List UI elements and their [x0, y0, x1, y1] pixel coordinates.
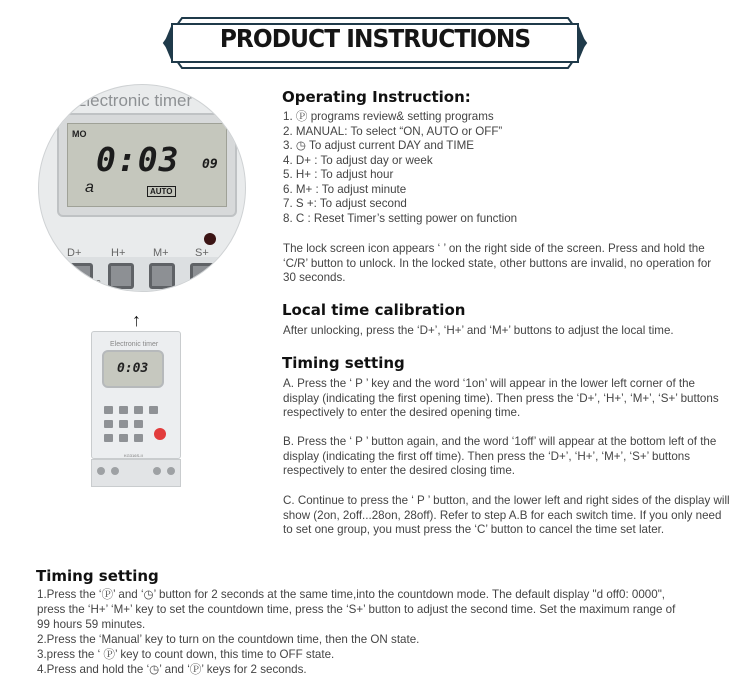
terminal-screw	[167, 467, 175, 475]
operating-heading: Operating Instruction:	[282, 88, 471, 106]
key-label-s: S+	[195, 247, 209, 259]
key-h-plus	[108, 263, 134, 289]
device-key	[149, 406, 158, 414]
key-label-c: C	[95, 279, 101, 288]
lock-paragraph: The lock screen icon appears ‘ ’ on the right side of the screen. Press and hold the ‘C/R’ button to unlock. In the locked state, other buttons are invalid, no operation for 30 seconds.	[283, 242, 712, 285]
list-item: 5. H+ : To adjust hour	[283, 168, 394, 181]
list-item: 7. S +: To adjust second	[283, 197, 407, 210]
list-item: 2. MANUAL: To select “ON, AUTO or OFF”	[283, 124, 503, 138]
list-item: 4. D+ : To adjust day or week	[283, 153, 433, 167]
timing-paragraph-a: A. Press the ‘ P ’ key and the word ‘1on’ will appear in the lower left corner of the display (indicating the first opening time). Then press the ‘D+’, ‘H+’, ‘M+’, ‘S+’ buttons respectively to enter the desired opening time.	[283, 377, 719, 420]
terminal-screw	[97, 467, 105, 475]
lcd-program: a	[85, 179, 94, 196]
list-item: 3. ◷ To adjust current DAY and TIME	[283, 139, 474, 152]
countdown-line: 1.Press the ‘Ⓟ’ and ‘◷’ button for 2 seconds at the same time,into the countdown mode. The default display "d off0: 0000",	[37, 588, 666, 601]
key-label-h: H+	[111, 247, 126, 259]
indicator-light	[204, 233, 216, 245]
device-red-button	[154, 428, 166, 440]
device-key	[134, 434, 143, 442]
device-full-image	[91, 331, 181, 491]
zoom-lcd-frame	[57, 113, 237, 217]
key-label-m: M+	[153, 247, 169, 259]
list-item: 8. C : Reset Timer’s setting power on function	[283, 211, 518, 225]
lcd-seconds: 09	[202, 157, 218, 172]
countdown-heading: Timing setting	[36, 567, 159, 585]
device-key	[119, 420, 128, 428]
device-lcd-time: 0:03	[117, 361, 149, 376]
device-key	[119, 434, 128, 442]
device-key	[104, 406, 113, 414]
key-d-plus	[67, 263, 93, 289]
countdown-instructions	[37, 587, 742, 677]
device-key	[134, 406, 143, 414]
arrow-up-icon: ↑	[132, 310, 141, 330]
list-item: 6. M+ : To adjust minute	[283, 182, 407, 196]
countdown-line: press the ‘H+’ ‘M+’ key to set the countdown time, press the ‘S+’ button to adjust the second time. Set the maximum range of	[37, 603, 676, 616]
device-body	[91, 331, 181, 459]
zoom-lcd-screen	[67, 123, 227, 207]
timing-heading: Timing setting	[282, 354, 405, 372]
banner-title: PRODUCT INSTRUCTIONS	[219, 24, 531, 53]
device-lcd	[102, 350, 164, 388]
device-brand-label: Electronic timer	[110, 341, 159, 348]
calibration-paragraph: After unlocking, press the ‘D+’, ‘H+’ and ‘M+’ buttons to adjust the local time.	[283, 324, 674, 337]
key-label-d: D+	[67, 247, 82, 259]
operating-list	[283, 110, 517, 226]
terminal-screw	[111, 467, 119, 475]
lcd-auto-badge: AUTO	[147, 186, 176, 197]
device-key	[104, 420, 113, 428]
countdown-line: 2.Press the ‘Manual’ key to turn on the countdown time, then the ON state.	[37, 633, 420, 646]
zoom-brand-label: Electronic timer	[75, 91, 193, 110]
countdown-line: 99 hours 59 minutes.	[37, 618, 146, 631]
lcd-day-indicator: MO	[72, 129, 87, 139]
title-banner	[160, 14, 590, 72]
timing-paragraph-b: B. Press the ‘ P ’ button again, and the word ‘1off’ will appear at the bottom left of the display (indicating the first off time). Then press the ‘D+’, ‘H+’, ‘M+’, ‘S+’ buttons respectively to enter the desired closing time.	[283, 435, 717, 478]
key-s-plus	[190, 263, 216, 289]
key-m-plus	[149, 263, 175, 289]
device-model-label: KG316S-II	[124, 453, 143, 458]
countdown-line: 3.press the ‘ Ⓟ’ key to count down, this time to OFF state.	[37, 648, 335, 661]
device-key	[134, 420, 143, 428]
lcd-time: 0:03	[96, 140, 180, 179]
countdown-line: 4.Press and hold the ‘◷’ and ‘Ⓟ’ keys for 2 seconds.	[37, 663, 307, 676]
device-key	[119, 406, 128, 414]
calibration-heading: Local time calibration	[282, 301, 466, 319]
device-zoom-image	[38, 84, 246, 292]
list-item: 1. Ⓟ programs review& setting programs	[283, 110, 494, 123]
device-key	[104, 434, 113, 442]
timing-paragraph-c: C. Continue to press the ‘ P ’ button, and the lower left and right sides of the display will show (2on, 2off...28on, 28off). Refer to step A.B for each switch time. If you only need to set one group, you must press the ‘C’ button to cancel the time set later.	[283, 494, 730, 537]
terminal-screw	[153, 467, 161, 475]
